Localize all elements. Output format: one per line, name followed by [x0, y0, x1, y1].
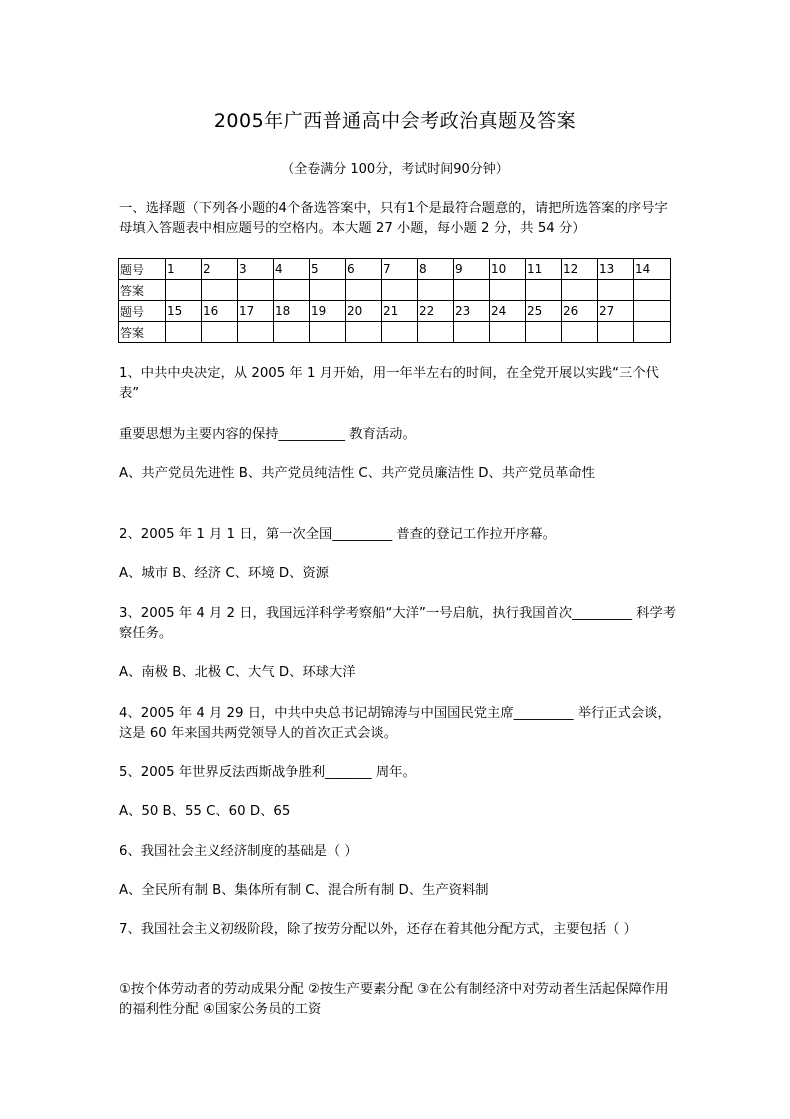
- answer-cell[interactable]: [526, 280, 562, 301]
- question-number-cell: 25: [526, 301, 562, 322]
- question-7-stem: 7、我国社会主义初级阶段，除了按劳分配以外，还存在着其他分配方式，主要包括（ ）: [119, 922, 637, 937]
- question-6-options: A、全民所有制 B、集体所有制 C、混合所有制 D、生产资料制: [119, 883, 489, 898]
- question-number-cell: 3: [238, 259, 274, 280]
- answer-cell[interactable]: [634, 280, 671, 301]
- question-number-cell: [634, 301, 671, 322]
- question-number-cell: 11: [526, 259, 562, 280]
- question-number-cell: 23: [454, 301, 490, 322]
- question-1-stem: 1、中共中央决定，从 2005 年 1 月开始，用一年半左右的时间，在全党开展以实践“三个代表”: [119, 366, 659, 401]
- answer-cell[interactable]: [454, 280, 490, 301]
- question-4-stem: 4、2005 年 4 月 29 日，中共中央总书记胡锦涛与中国国民党主席_________ 举行正式会谈，这是 60 年来国共两党领导人的首次正式会谈。: [119, 706, 671, 741]
- answer-cell[interactable]: [202, 322, 238, 343]
- question-3-options: A、南极 B、北极 C、大气 D、环球大洋: [119, 665, 356, 680]
- table-row: [119, 322, 671, 343]
- answer-cell[interactable]: [382, 280, 418, 301]
- question-number-cell: 17: [238, 301, 274, 322]
- question-1-options: A、共产党员先进性 B、共产党员纯洁性 C、共产党员廉洁性 D、共产党员革命性: [119, 466, 595, 481]
- question-6-stem: 6、我国社会主义经济制度的基础是（ ）: [119, 844, 358, 859]
- answer-cell[interactable]: [598, 322, 634, 343]
- question-number-cell: 13: [598, 259, 634, 280]
- question-number-cell: 20: [346, 301, 382, 322]
- answer-cell[interactable]: [274, 280, 310, 301]
- question-number-cell: 1: [166, 259, 202, 280]
- question-number-cell: 12: [562, 259, 598, 280]
- question-3-stem: 3、2005 年 4 月 2 日，我国远洋科学考察船“大洋”一号启航，执行我国首次_________ 科学考察任务。: [119, 606, 677, 641]
- answer-cell[interactable]: [274, 322, 310, 343]
- question-number-cell: 27: [598, 301, 634, 322]
- question-number-cell: 24: [490, 301, 526, 322]
- question-number-cell: 10: [490, 259, 526, 280]
- answer-cell[interactable]: [310, 280, 346, 301]
- document-title: 2005年广西普通高中会考政治真题及答案: [213, 110, 577, 132]
- document-subtitle: （全卷满分 100分，考试时间90分钟）: [281, 162, 509, 177]
- answer-cell[interactable]: [418, 280, 454, 301]
- question-number-cell: 19: [310, 301, 346, 322]
- answer-cell[interactable]: [454, 322, 490, 343]
- answer-cell[interactable]: [598, 280, 634, 301]
- answer-cell[interactable]: [202, 280, 238, 301]
- answer-cell[interactable]: [310, 322, 346, 343]
- question-2-stem: 2、2005 年 1 月 1 日，第一次全国_________ 普查的登记工作拉开序幕。: [119, 527, 556, 542]
- table-row-label: 答案: [119, 280, 166, 301]
- answer-cell[interactable]: [346, 280, 382, 301]
- answer-cell[interactable]: [166, 322, 202, 343]
- question-5-options: A、50 B、55 C、60 D、65: [119, 804, 291, 819]
- table-row-label: 题号: [119, 301, 166, 322]
- question-number-cell: 15: [166, 301, 202, 322]
- question-number-cell: 2: [202, 259, 238, 280]
- question-number-cell: 16: [202, 301, 238, 322]
- answer-cell[interactable]: [238, 280, 274, 301]
- answer-table: [118, 258, 671, 343]
- answer-cell[interactable]: [634, 322, 671, 343]
- question-number-cell: 21: [382, 301, 418, 322]
- question-number-cell: 8: [418, 259, 454, 280]
- question-1-stem-cont: 重要思想为主要内容的保持__________ 教育活动。: [119, 427, 416, 442]
- answer-cell[interactable]: [166, 280, 202, 301]
- answer-cell[interactable]: [562, 280, 598, 301]
- answer-cell[interactable]: [418, 322, 454, 343]
- answer-cell[interactable]: [238, 322, 274, 343]
- table-row: [119, 301, 671, 322]
- question-number-cell: 6: [346, 259, 382, 280]
- question-number-cell: 9: [454, 259, 490, 280]
- answer-cell[interactable]: [490, 322, 526, 343]
- question-7-items: ①按个体劳动者的劳动成果分配 ②按生产要素分配 ③在公有制经济中对劳动者生活起保障作用的福利性分配 ④国家公务员的工资: [119, 982, 669, 1017]
- question-number-cell: 18: [274, 301, 310, 322]
- question-number-cell: 7: [382, 259, 418, 280]
- answer-cell[interactable]: [346, 322, 382, 343]
- question-2-options: A、城市 B、经济 C、环境 D、资源: [119, 566, 329, 581]
- table-row: [119, 280, 671, 301]
- answer-cell[interactable]: [526, 322, 562, 343]
- table-row-label: 答案: [119, 322, 166, 343]
- question-number-cell: 14: [634, 259, 671, 280]
- answer-cell[interactable]: [490, 280, 526, 301]
- question-number-cell: 4: [274, 259, 310, 280]
- question-5-stem: 5、2005 年世界反法西斯战争胜利_______ 周年。: [119, 765, 416, 780]
- question-number-cell: 22: [418, 301, 454, 322]
- answer-cell[interactable]: [562, 322, 598, 343]
- question-number-cell: 5: [310, 259, 346, 280]
- answer-cell[interactable]: [382, 322, 418, 343]
- section-instructions: 一、选择题（下列各小题的4个备选答案中，只有1个是最符合题意的，请把所选答案的序号字母填入答题表中相应题号的空格内。本大题 27 小题，每小题 2 分，共 54 分）: [119, 201, 668, 236]
- question-number-cell: 26: [562, 301, 598, 322]
- table-row-label: 题号: [119, 259, 166, 280]
- table-row: [119, 259, 671, 280]
